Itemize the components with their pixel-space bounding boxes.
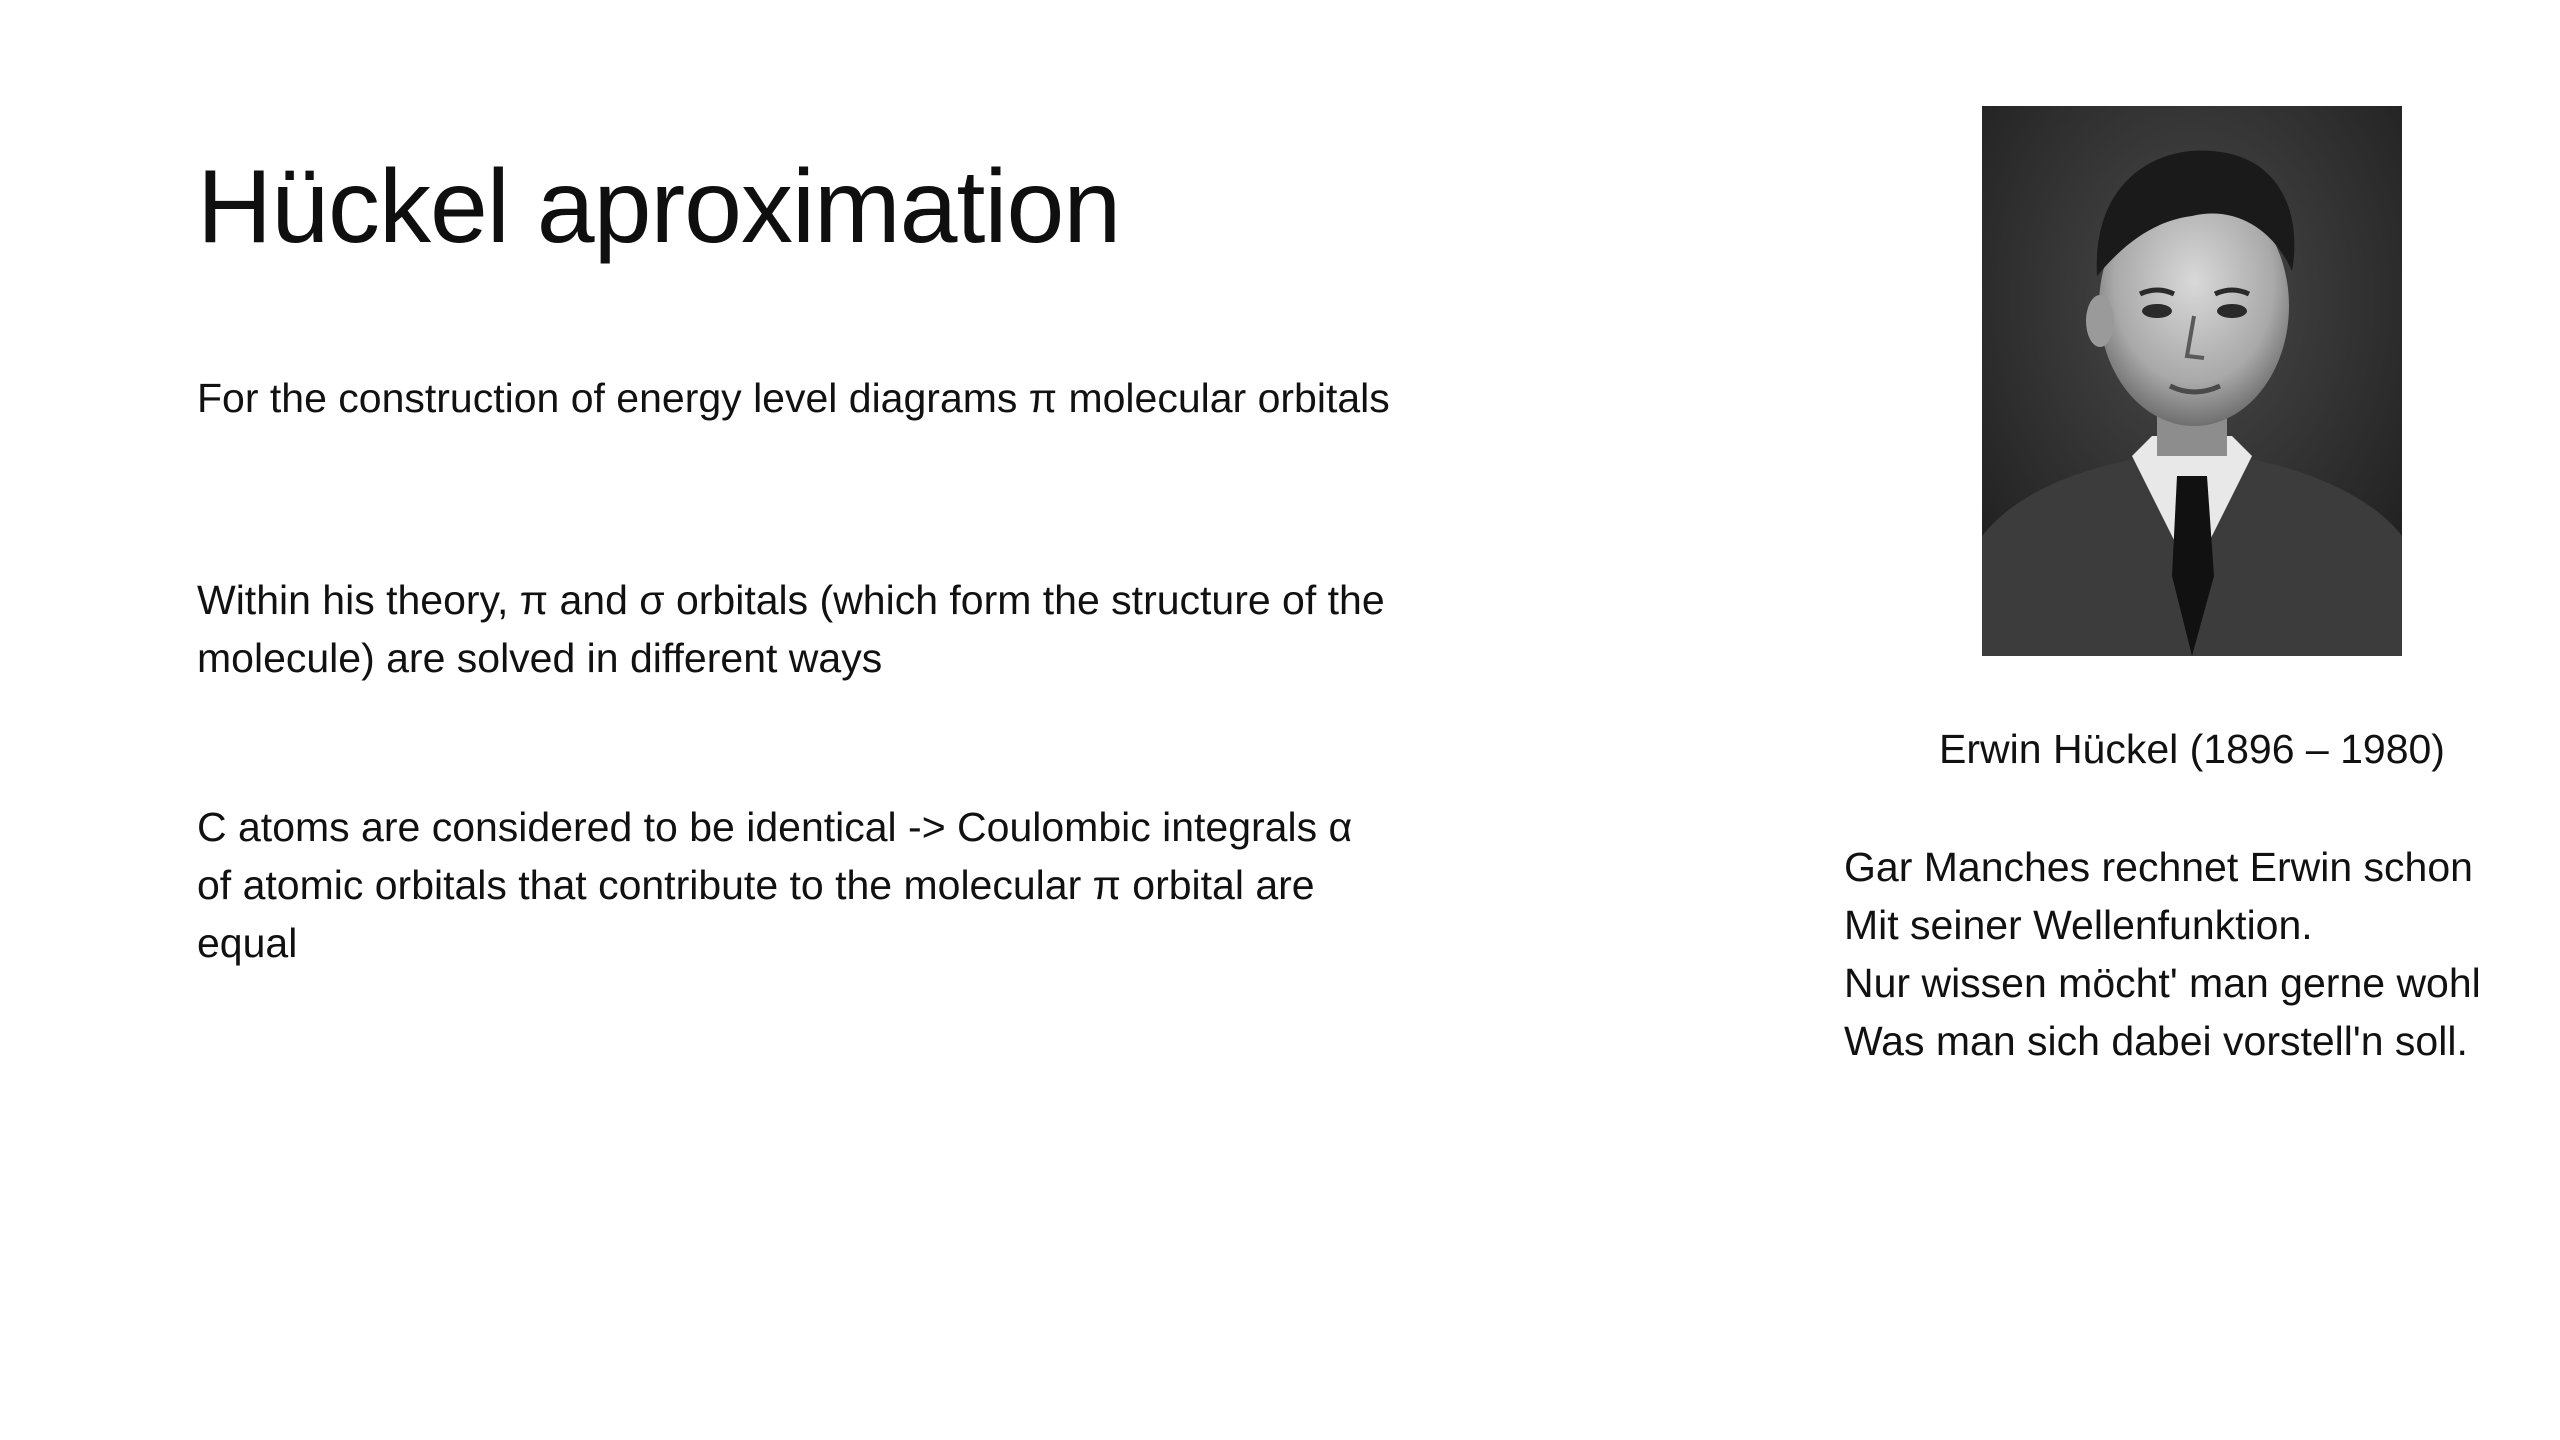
portrait-image — [1982, 106, 2402, 656]
paragraph-coulombic-integrals: C atoms are considered to be identical -> Coulombic integrals α of atomic orbitals that contribute to the molecular π orbital are equal — [197, 804, 1353, 966]
poem-line: Nur wissen möcht' man gerne wohl — [1844, 960, 2481, 1006]
poem-line: Mit seiner Wellenfunktion. — [1844, 902, 2313, 948]
slide-title: Hückel aproximation — [197, 149, 1121, 265]
poem-line: Gar Manches rechnet Erwin schon — [1844, 844, 2473, 890]
poem — [1844, 838, 2556, 1070]
portrait-photo — [1982, 106, 2402, 656]
poem-line: Was man sich dabei vorstell'n soll. — [1844, 1018, 2468, 1064]
portrait-caption: Erwin Hückel (1896 – 1980) — [1939, 726, 2445, 772]
paragraph-energy-levels: For the construction of energy level diagrams π molecular orbitals — [197, 375, 1390, 421]
paragraph-theory: Within his theory, π and σ orbitals (which form the structure of the molecule) are solved in different ways — [197, 577, 1385, 681]
